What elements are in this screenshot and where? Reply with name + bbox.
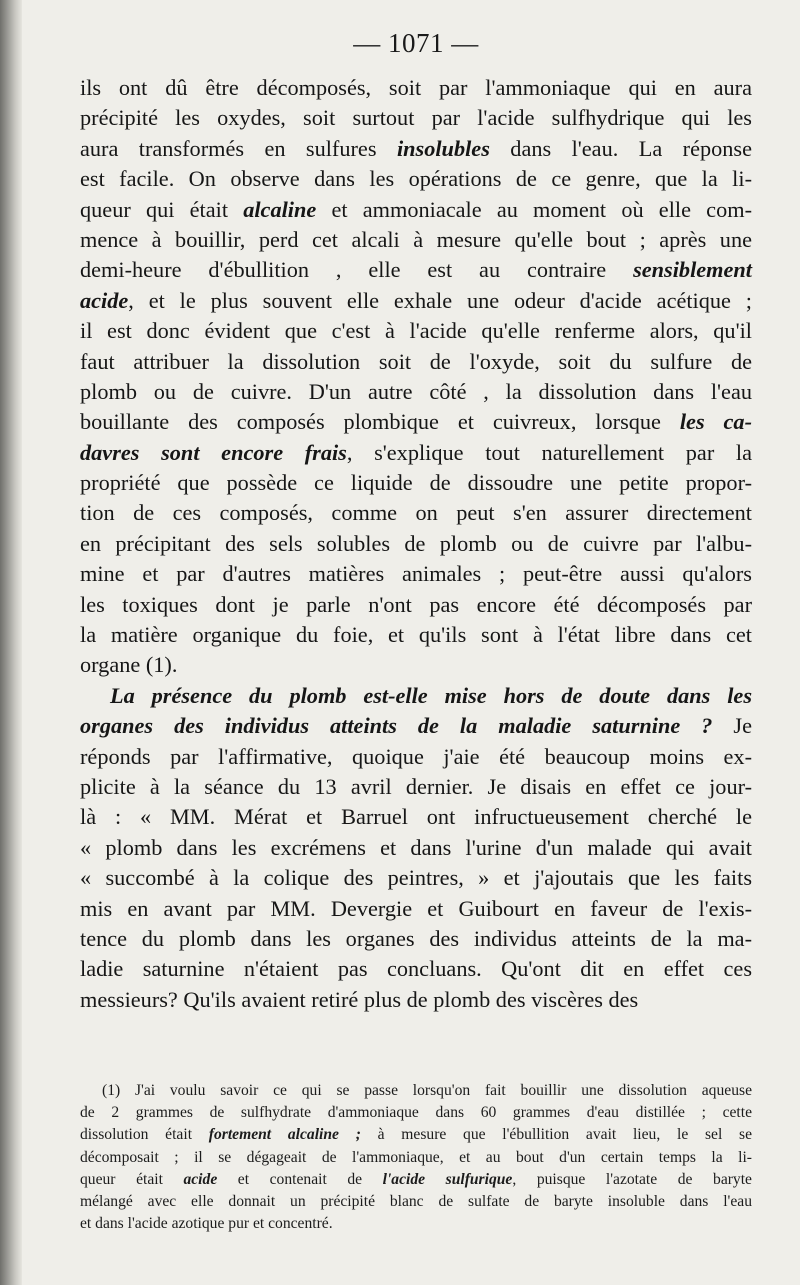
body-text: « succombé à la colique des peintres, » et j'ajoutais que les faits: [80, 865, 752, 891]
body-line: [80, 286, 752, 316]
footnote-text: décomposait ; il se dégageait de l'ammoniaque, et au bout d'un certain temps la li-: [80, 1148, 752, 1166]
footnote-line: [80, 1124, 752, 1146]
body-line: [80, 802, 752, 832]
body-italic-text: insolubles: [396, 135, 490, 161]
body-line: [80, 225, 752, 255]
body-text: tence du plomb dans les organes des individus atteints de la ma-: [80, 925, 752, 951]
body-italic-text: alcaline: [243, 196, 317, 222]
body-line: [80, 103, 752, 133]
footnote-text: et contenait de: [217, 1170, 383, 1188]
footnote-italic-text: l'acide sulfurique: [382, 1170, 513, 1188]
body-line: [80, 347, 752, 377]
body-text: queur qui était: [80, 196, 244, 222]
footnote-text: de 2 grammes de sulfhydrate d'ammoniaque dans 60 grammes d'eau distillée ; cette: [80, 1104, 752, 1122]
body-line: [80, 620, 752, 650]
body-text: bouillante des composés plombique et cuivreux, lorsque: [80, 409, 680, 435]
footnote-text: dissolution était: [80, 1126, 209, 1144]
body-line: [80, 924, 752, 954]
body-text: faut attribuer la dissolution soit de l'oxyde, soit du sulfure de: [80, 348, 752, 374]
body-text: « plomb dans les excrémens et dans l'urine d'un malade qui avait: [80, 834, 752, 860]
body-text: plicite à la séance du 13 avril dernier. Je disais en effet ce jour-: [80, 773, 752, 799]
body-text: , s'explique tout naturellement par la: [346, 439, 752, 465]
body-line: [80, 134, 752, 164]
body-line: [80, 438, 752, 468]
body-line: [80, 195, 752, 225]
body-italic-text: La présence du plomb est-elle mise hors de doute dans les: [110, 682, 752, 708]
body-line: [80, 742, 752, 772]
footnote-text: mélangé avec elle donnait un précipité blanc de sulfate de baryte insoluble dans l'eau: [80, 1192, 752, 1210]
footnote-line: [80, 1191, 752, 1213]
footnote-text: , puisque l'azotate de baryte: [512, 1170, 752, 1188]
body-text: Je: [712, 713, 752, 739]
footnote-text: (1) J'ai voulu savoir ce qui se passe lorsqu'on fait bouillir une dissolution aqueuse: [102, 1082, 752, 1099]
body-text: les toxiques dont je parle n'ont pas encore été décomposés par: [80, 591, 752, 617]
body-text: mis en avant par MM. Devergie et Guibourt en faveur de l'exis-: [80, 895, 752, 921]
body-text: organe (1).: [80, 652, 178, 678]
body-italic-text: davres sont encore frais: [80, 439, 347, 465]
body-line: [80, 833, 752, 863]
body-line: [80, 529, 752, 559]
page-number-header: — 1071 —: [353, 28, 479, 58]
body-italic-text: acide: [80, 287, 129, 313]
body-line: [80, 894, 752, 924]
body-line: [80, 985, 752, 1015]
footnote-line: [80, 1080, 752, 1102]
body-line: [80, 954, 752, 984]
page-binding-shadow: [0, 0, 22, 1285]
body-line: [80, 255, 752, 285]
body-line: [80, 772, 752, 802]
body-italic-text: sensiblement: [633, 257, 752, 283]
body-text: réponds par l'affirmative, quoique j'aie été beaucoup moins ex-: [80, 743, 752, 769]
body-text: mine et par d'autres matières animales ; peut-être aussi qu'alors: [80, 561, 752, 587]
footnote-line: [80, 1213, 752, 1235]
footnote-text: queur était: [80, 1170, 184, 1188]
body-text: dans l'eau. La réponse: [489, 135, 752, 161]
body-text: là : « MM. Mérat et Barruel ont infructueusement cherché le: [80, 804, 752, 830]
body-line: [80, 711, 752, 741]
body-text: [80, 73, 752, 1015]
body-text: demi-heure d'ébullition , elle est au contraire: [80, 257, 634, 283]
footnote-line: [80, 1147, 752, 1169]
body-line: [80, 498, 752, 528]
body-line: [80, 559, 752, 589]
body-text: plomb ou de cuivre. D'un autre côté , la dissolution dans l'eau: [80, 378, 752, 404]
footnote-text: et dans l'acide azotique pur et concentré.: [80, 1215, 333, 1233]
footnote-line: [80, 1169, 752, 1191]
body-line: [80, 650, 752, 680]
footnote-italic-text: fortement alcaline ;: [208, 1126, 361, 1144]
footnote-text: à mesure que l'ébullition avait lieu, le sel se: [360, 1126, 753, 1144]
body-line: [80, 468, 752, 498]
body-text: en précipitant des sels solubles de plomb ou de cuivre par l'albu-: [80, 530, 752, 556]
body-line: [80, 164, 752, 194]
body-text: aura transformés en sulfures: [80, 135, 397, 161]
body-line: [80, 407, 752, 437]
body-text: et ammoniacale au moment où elle com-: [316, 196, 752, 222]
body-line: [80, 590, 752, 620]
body-text: est facile. On observe dans les opérations de ce genre, que la li-: [80, 166, 752, 192]
body-text: , et le plus souvent elle exhale une odeur d'acide acétique ;: [128, 287, 752, 313]
body-line: [80, 681, 752, 711]
footnote: [80, 1080, 752, 1235]
body-line: [80, 377, 752, 407]
body-text: mence à bouillir, perd cet alcali à mesure qu'elle bout ; après une: [80, 226, 752, 252]
footnote-italic-text: acide: [183, 1170, 218, 1188]
body-italic-text: les ca-: [679, 409, 753, 435]
body-line: [80, 863, 752, 893]
body-italic-text: organes des individus atteints de la maladie saturnine ?: [80, 713, 713, 739]
body-text: messieurs? Qu'ils avaient retiré plus de plomb des viscères des: [80, 986, 639, 1012]
body-line: [80, 316, 752, 346]
body-text: il est donc évident que c'est à l'acide qu'elle renferme alors, qu'il: [80, 318, 752, 344]
footnote-line: [80, 1102, 752, 1124]
body-text: la matière organique du foie, et qu'ils sont à l'état libre dans cet: [80, 622, 752, 648]
body-text: propriété que possède ce liquide de dissoudre une petite propor-: [80, 470, 752, 496]
body-line: [80, 73, 752, 103]
body-text: précipité les oxydes, soit surtout par l'acide sulfhydrique qui les: [80, 105, 752, 131]
body-text: tion de ces composés, comme on peut s'en assurer directement: [80, 500, 752, 526]
body-text: ils ont dû être décomposés, soit par l'ammoniaque qui en aura: [80, 75, 752, 100]
body-text: ladie saturnine n'étaient pas concluans. Qu'ont dit en effet ces: [80, 956, 752, 982]
